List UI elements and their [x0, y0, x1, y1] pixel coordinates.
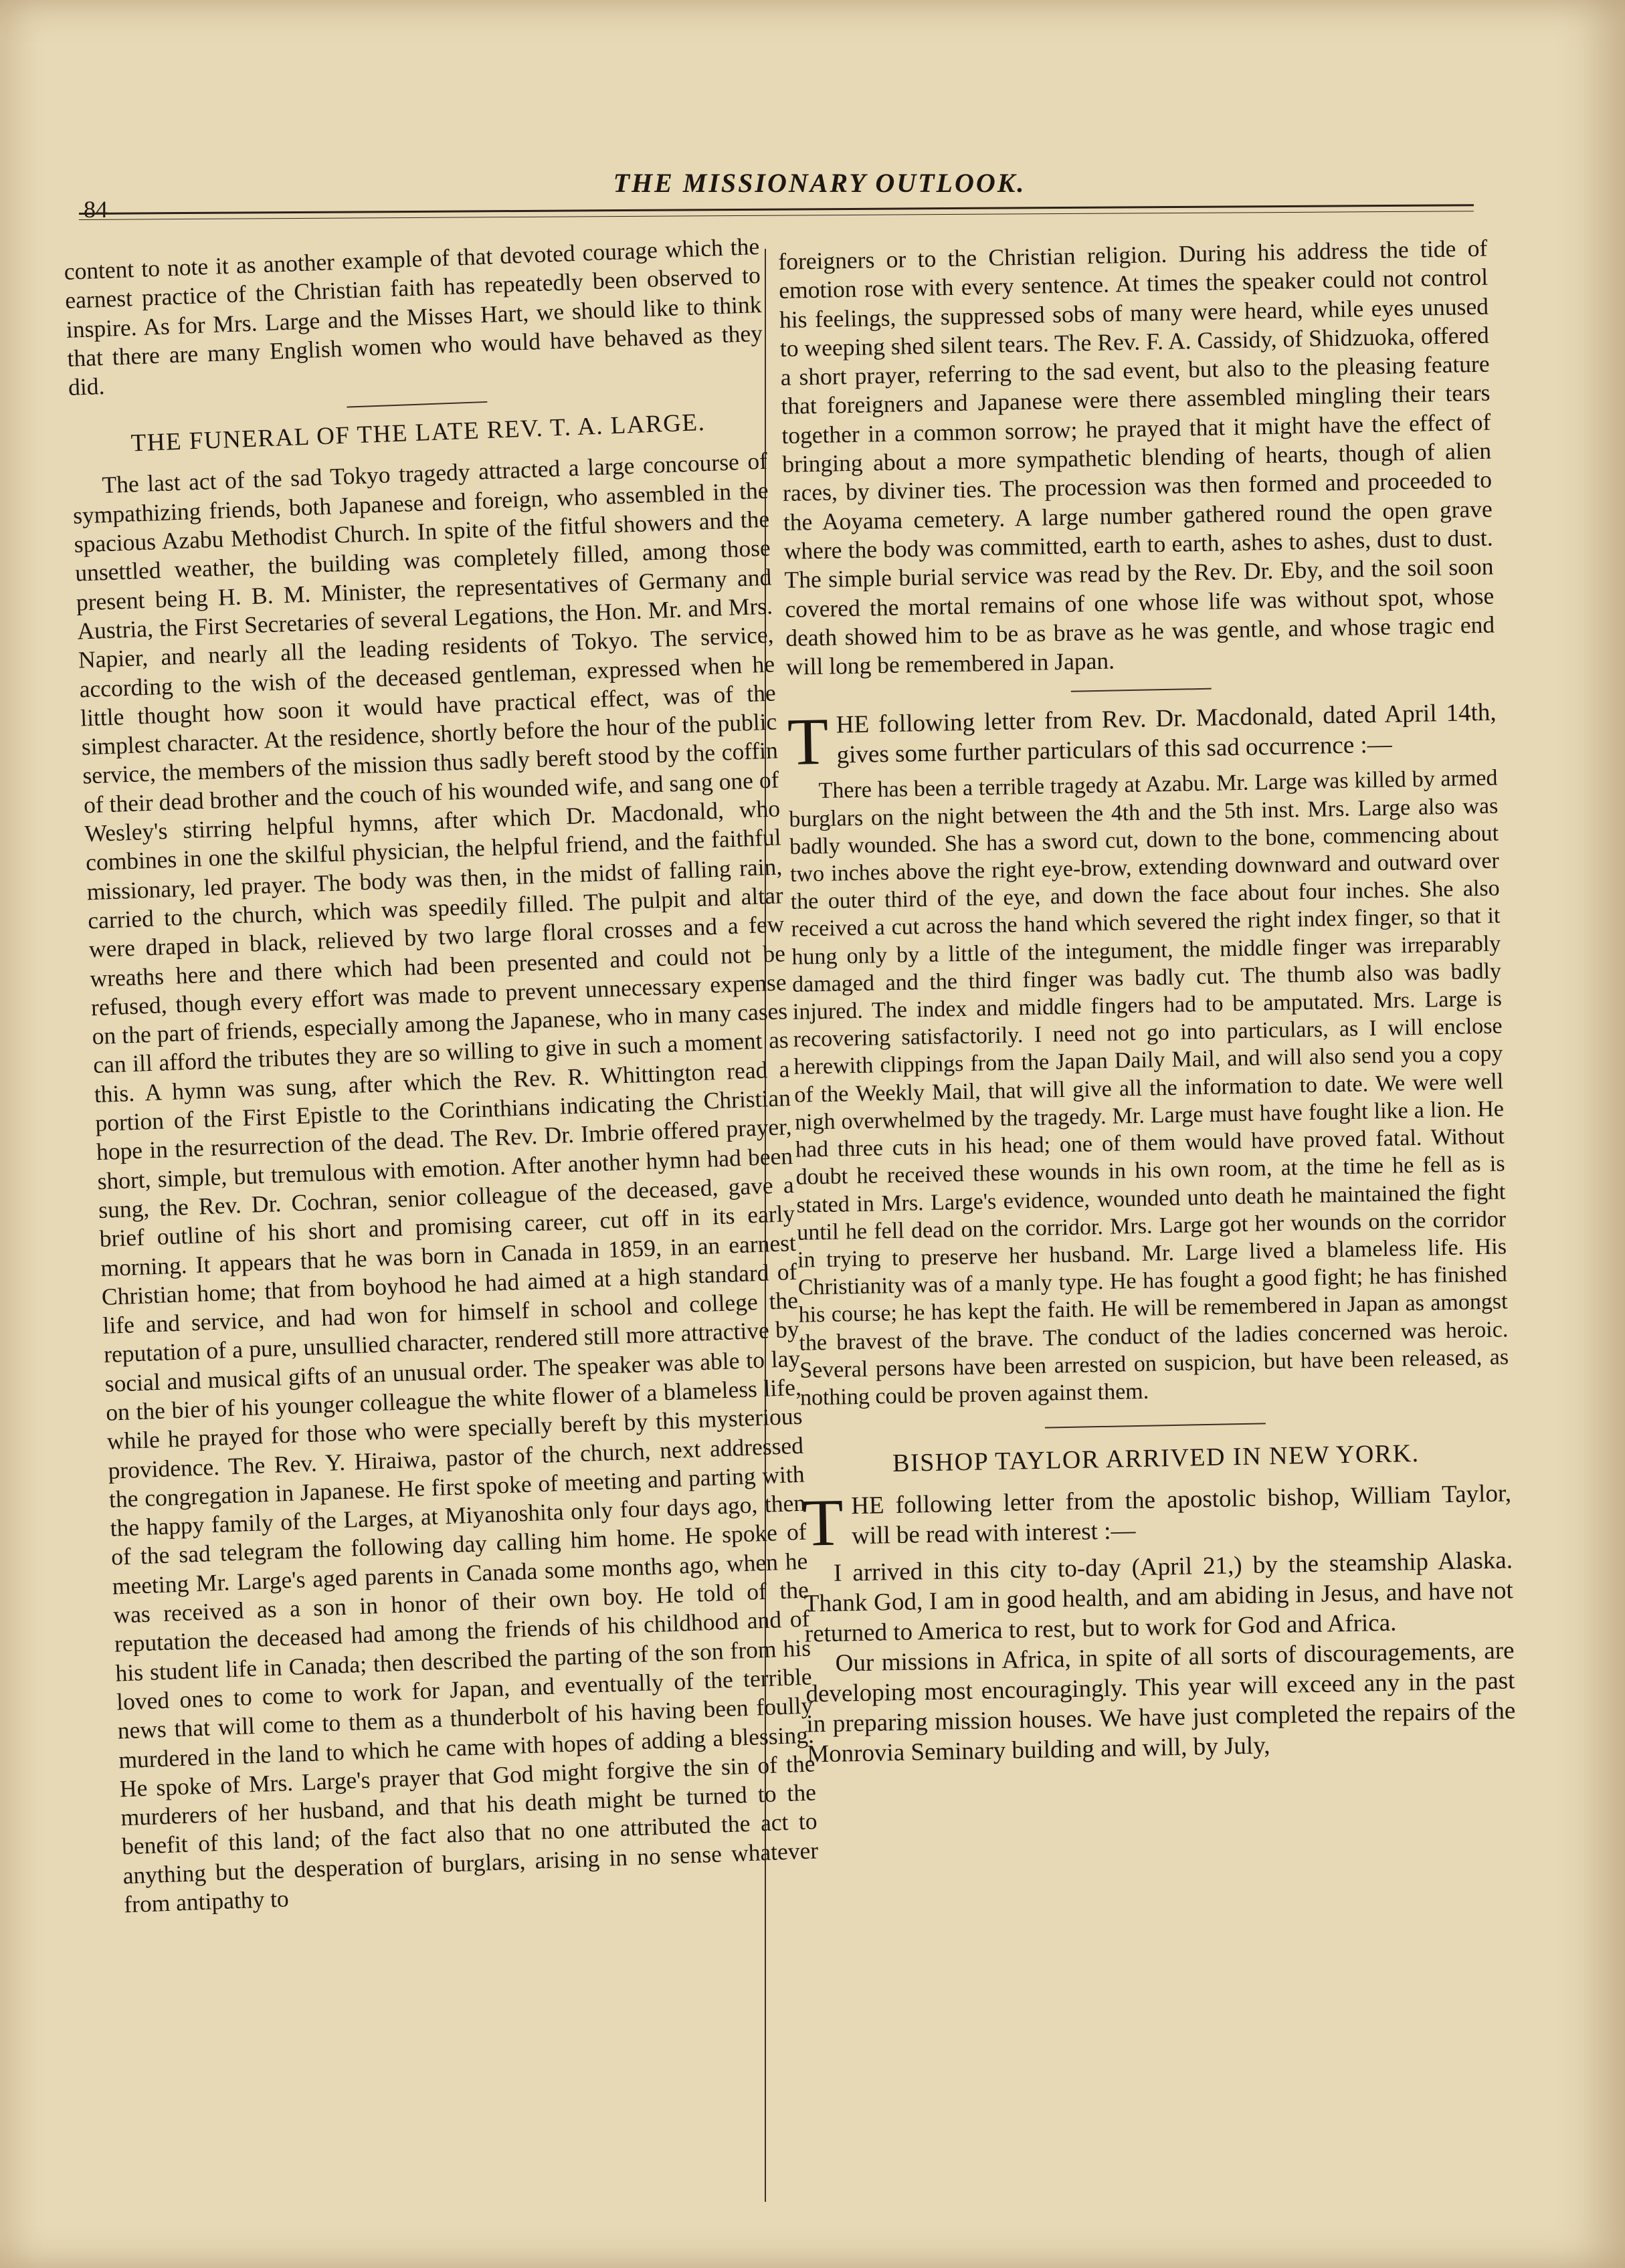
bishop-paragraph: I arrived in this city to-day (April 21,) by the steamship Alaska. Thank God, I am in good health, and am abiding in Jesus, and have not returned to America to rest, but to work for God and Africa. — [803, 1546, 1514, 1648]
bishop-intro: HE following letter from the apostolic bishop, William Taylor, will be read with interest :— — [850, 1479, 1512, 1550]
funeral-paragraph: The last act of the sad Tokyo tragedy attracted a large concourse of sympathizing friends, both Japanese and foreign, who assembled in the spacious Azabu Methodist Church. In spite of the fitful showers and the unsettled weather, the building was completely filled, among those present being H. B. M. Minister, the representatives of Germany and Austria, the First Secretaries of several Legations, the Hon. Mr. and Mrs. Napier, and nearly all the leading residents of Tokyo. The service, according to the wish of the deceased gentleman, expressed when he little thought how soon it would have practical effect, was of the simplest character. At the residence, shortly before the hour of the public service, the members of the mission thus sadly bereft stood by the coffin of their dead brother and the couch of his wounded wife, and sang one of Wesley's stirring helpful hymns, after which Dr. Macdonald, who combines in one the skilful physician, the helpful friend, and the faithful missionary, led prayer. The body was then, in the midst of falling rain, carried to the church, which was speedily filled. The pulpit and altar were draped in black, relieved by two large floral crosses and a few wreaths here and there which had been presented and could not be refused, though every effort was made to prevent unnecessary expense on the part of friends, especially among the Japanese, who in many cases can ill afford the tributes they are so willing to give in such a moment as this. A hymn was sung, after which the Rev. R. Whittington read a portion of the First Epistle to the Corinthians indicating the Christian hope in the resurrection of the dead. The Rev. Dr. Imbrie offered prayer, short, simple, but tremulous with emotion. After another hymn had been sung, the Rev. Dr. Cochran, senior colleague of the deceased, gave a brief outline of his short and promising career, cut off in its early morning. It appears that he was born in Canada in 1859, in an earnest Christian home; that from boyhood he had aimed at a high standard of life and service, and had won for himself in school and college the reputation of a pure, unsullied character, rendered still more attractive by social and musical gifts of an unusual order. The speaker was able to lay on the bier of his younger colleague the white flower of a blameless life, while he prayed for those who were specially bereft by this mysterious providence. The Rev. Y. Hiraiwa, pastor of the church, next addressed the congregation in Japanese. He first spoke of meeting and parting with the happy family of the Larges, at Miyanoshita only four days ago, then of the sad telegram the following day calling him home. He spoke of meeting Mr. Large's aged parents in Canada some months ago, when he was received as a son in honor of their own boy. He told of the reputation the deceased had among the friends of his childhood and of his student life in Canada; then described the parting of the son from his loved ones to come to work for Japan, and eventually of the terrible news that will come to them as a thunderbolt of his having been foully murdered in the land to which he came with hopes of adding a blessing. He spoke of Mrs. Large's prayer that God might forgive the sin of the murderers of her husband, and that his death might be turned to the benefit of this land; of the fact also that no one attributed the act to anything but the desperation of burglars, arising in no sense whatever from antipathy to — [72, 447, 819, 1918]
drop-cap: T — [801, 1485, 844, 1560]
header-rule — [79, 204, 1474, 215]
left-column — [64, 232, 820, 1920]
intro-paragraph: content to note it as another example of that devoted courage which the earnest practice of the Christian faith has repeatedly been observed to inspire. As for Mrs. Large and the Misses Hart, we should like to think that there are many English women who would have behaved as they did. — [64, 232, 763, 401]
section-divider — [347, 401, 487, 408]
bishop-heading: BISHOP TAYLOR ARRIVED IN NEW YORK. — [892, 1439, 1420, 1478]
journal-title: THE MISSIONARY OUTLOOK. — [613, 168, 1026, 198]
section-divider — [1045, 1423, 1266, 1428]
section-divider — [1071, 688, 1212, 692]
macdonald-intro: HE following letter from Rev. Dr. Macdonald, dated April 14th, gives some further particulars of this sad occurrence :— — [836, 698, 1497, 769]
page-number: 84 — [84, 196, 108, 223]
macdonald-letter: There has been a terrible tragedy at Azabu. Mr. Large was killed by armed burglars on the night between the 4th and the 5th inst. Mrs. Large also was badly wounded. She has a sword cut, down to the bone, commencing about two inches above the right eye-brow, extending downward and outward over the outer third of the eye, and down the face about four inches. She also received a cut across the hand which severed the right index finger, so that it hung only by a little of the integument, the middle finger was irreparably damaged and the third finger was badly cut. The thumb also was badly injured. The index and middle fingers had to be amputated. Mrs. Large is recovering satisfactorily. I need not go into particulars, as I will enclose herewith clippings from the Japan Daily Mail, and will also send you a copy of the Weekly Mail, that will give all the information to date. We were well nigh overwhelmed by the tragedy. Mr. Large must have fought like a lion. He had three cuts in his head; one of them would have proved fatal. Without doubt he received these wounds in his own room, at the time he fell as is stated in Mrs. Large's evidence, wounded unto death he maintained the fight until he fell dead on the corridor. Mrs. Large got her wounds on the corridor in trying to preserve her husband. Mr. Large lived a blameless life. His Christianity was of a manly type. He has fought a good fight; he has finished his course; he has kept the faith. He will be remembered in Japan as amongst the bravest of the brave. The conduct of the ladies concerned was heroic. Several persons have been arrested on suspicion, but have been released, as nothing could be proven against them. — [789, 765, 1509, 1411]
funeral-heading: THE FUNERAL OF THE LATE REV. T. A. LARGE. — [130, 409, 706, 457]
bishop-paragraph: Our missions in Africa, in spite of all sorts of discouragements, are developing most encouragingly. This year will exceed any in the past in preparing mission houses. We have just completed the repairs of the Monrovia Seminary building and will, by July, — [805, 1637, 1516, 1768]
right-column — [778, 234, 1517, 1770]
drop-cap: T — [787, 704, 830, 780]
continuation-paragraph: foreigners or to the Christian religion. During his address the tide of emotion rose with every sentence. At times the speaker could not control his feelings, the suppressed sobs of many were heard, while eyes unused to weeping shed silent tears. The Rev. F. A. Cassidy, of Shidzuoka, offered a short prayer, referring to the sad event, but also to the pleasing feature that foreigners and Japanese were there assembled mingling their tears together in a common sorrow; he prayed that it might have the effect of bringing about a more sympathetic blending of hearts, though of alien races, by diviner ties. The procession was then formed and proceeded to the Aoyama cemetery. A large number gathered round the open grave where the body was committed, earth to earth, ashes to ashes, dust to dust. The simple burial service was read by the Rev. Dr. Eby, and the soil soon covered the mortal remains of one whose life was without spot, whose death showed him to be as brave as he was gentle, and whose tragic end will long be remembered in Japan. — [778, 234, 1495, 681]
